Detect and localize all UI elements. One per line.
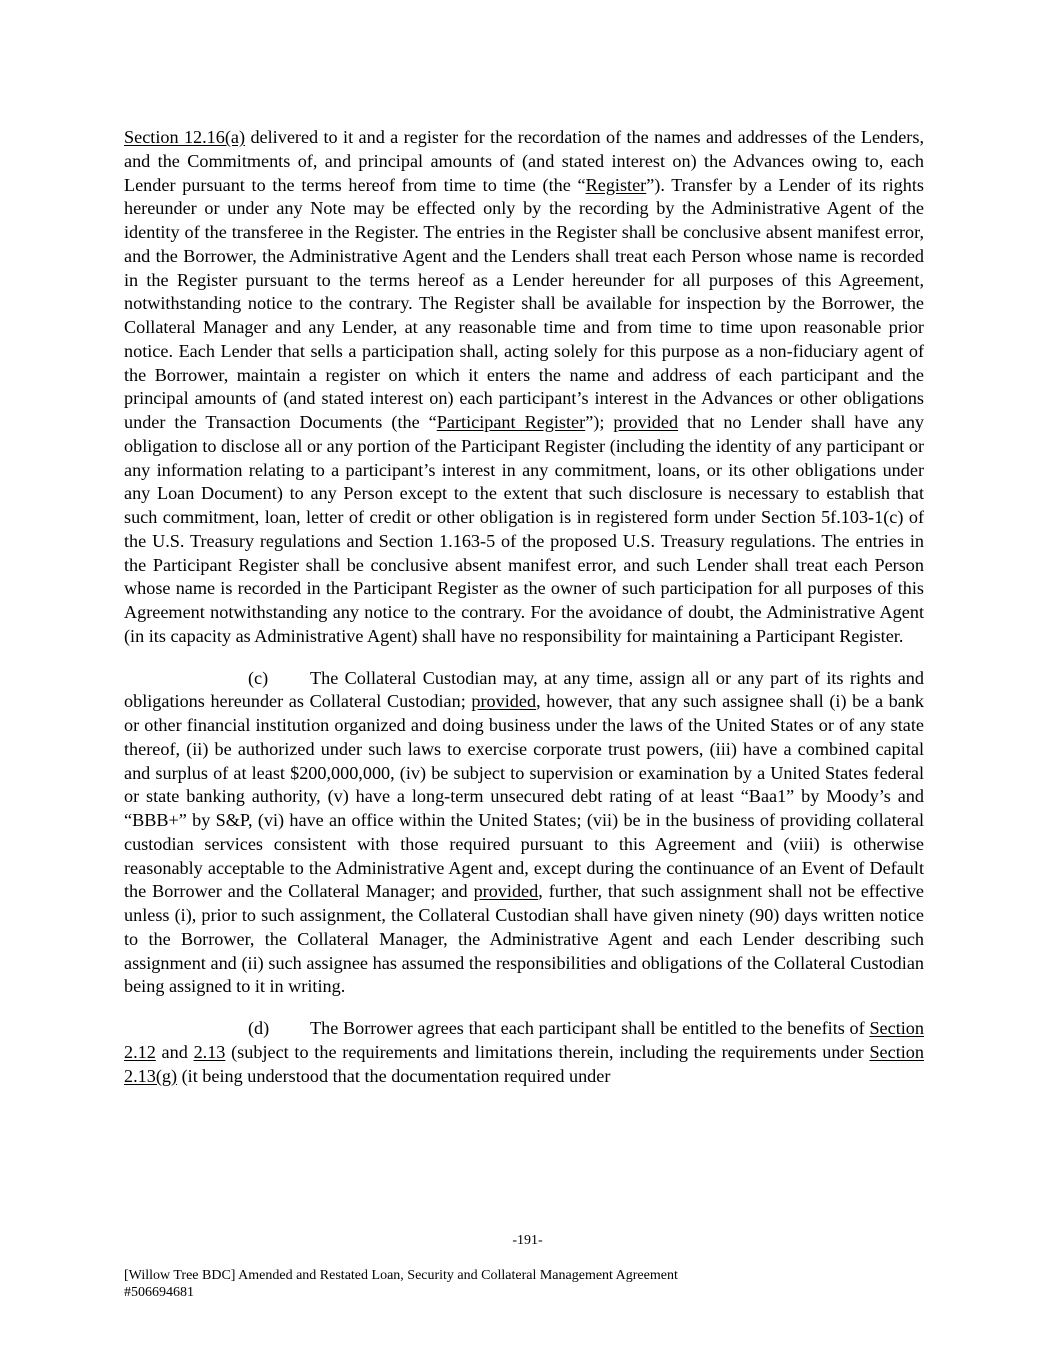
paragraph-d bbox=[124, 1017, 924, 1088]
defined-term: Register bbox=[585, 174, 647, 195]
footer-document-id: #506694681 bbox=[124, 1284, 194, 1300]
page-number: -191- bbox=[512, 1233, 543, 1248]
text-run: ”). Transfer by a Lender of its rights hereunder or under any Note may be effected only by the recording by the Administrative Agent of the identity of the transferee in the Register. The entries in the Register shall be conclusive absent manifest error, and the Borrower, the Administrative Agent and the Lenders shall treat each Person whose name is recorded in the Register pursuant to the terms hereof as a Lender hereunder for all purposes of this Agreement, notwithstanding notice to the contrary. The Register shall be available for inspection by the Borrower, the Collateral Manager and any Lender, at any reasonable time and from time to time upon reasonable prior notice. Each Lender that sells a participation shall, acting solely for this purpose as a non-fiduciary agent of the Borrower, maintain a register on which it enters the name and address of each participant and the principal amounts of (and stated interest on) each participant’s interest in the Advances or other obligations under the Transaction Documents (the “ bbox=[124, 174, 924, 432]
body-text bbox=[124, 126, 924, 1088]
text-run: The Collateral Custodian may, at any time, assign all or any part of its rights and obligations hereunder as Collateral Custodian; bbox=[124, 667, 924, 712]
page-footer bbox=[124, 1268, 944, 1301]
provided-term: provided bbox=[613, 412, 679, 432]
text-run: ”); bbox=[585, 412, 614, 432]
section-reference: Section 2.13(g) bbox=[124, 1041, 924, 1086]
text-run: and bbox=[155, 1041, 194, 1062]
text-run: (it being understood that the documentation required under bbox=[177, 1065, 611, 1086]
section-reference: 2.13 bbox=[193, 1041, 226, 1062]
paragraph-b-continued bbox=[124, 126, 924, 649]
provided-term: provided bbox=[473, 881, 539, 902]
paragraph-c bbox=[124, 667, 924, 1000]
defined-term: Participant Register bbox=[436, 412, 586, 432]
text-run: , further, that such assignment shall not be effective unless (i), prior to such assignment, the Collateral Custodian shall have given ninety (90) days written notice to the Borrower, the Collateral Manager, the Administrative Agent and each Lender describing such assignment and (ii) such assignee has assumed the responsibilities and obligations of the Collateral Custodian being assigned to it in writing. bbox=[124, 881, 924, 997]
text-run: that no Lender shall have any obligation to disclose all or any portion of the Participant Register (including the identity of any participant or any information relating to a participant’s interest in any commitment, loans, or its other obligations under any Loan Document) to any Person except to the extent that such disclosure is necessary to establish that such commitment, loan, letter of credit or other obligation is in registered form under Section 5f.103-1(c) of the U.S. Treasury regulations and Section 1.163-5 of the proposed U.S. Treasury regulations. The entries in the Participant Register shall be conclusive absent manifest error, and such Lender shall treat each Person whose name is recorded in the Participant Register as the owner of such participation for all purposes of this Agreement notwithstanding any notice to the contrary. For the avoidance of doubt, the Administrative Agent (in its capacity as Administrative Agent) shall have no responsibility for maintaining a Participant Register. bbox=[124, 412, 925, 646]
section-reference: Section 12.16(a) bbox=[124, 127, 246, 147]
section-reference: Section 2.12 bbox=[124, 1018, 924, 1062]
text-run: (subject to the requirements and limitations therein, including the requirements under bbox=[225, 1041, 870, 1062]
paragraph-marker: (c) bbox=[248, 667, 269, 688]
text-run: delivered to it and a register for the recordation of the names and addresses of the Lenders, and the Commitments of, and principal amounts of (and stated interest on) the Advances owing to, each Lender pursuant to the terms hereof from time to time (the “ bbox=[124, 127, 924, 195]
paragraph-marker: (d) bbox=[248, 1018, 270, 1038]
footer-document-title: [Willow Tree BDC] Amended and Restated Loan, Security and Collateral Management Agreement bbox=[124, 1268, 678, 1283]
text-run: The Borrower agrees that each participant shall be entitled to the benefits of bbox=[310, 1018, 870, 1038]
provided-term: provided bbox=[471, 691, 537, 712]
text-run: , however, that any such assignee shall (i) be a bank or other financial institution organized and doing business under the laws of the United States or of any state thereof, (ii) be authorized under such laws to exercise corporate trust powers, (iii) have a combined capital and surplus of at least $200,000,000, (iv) be subject to supervision or examination by a United States federal or state banking authority, (v) have a long-term unsecured debt rating of at least “Baa1” by Moody’s and “BBB+” by S&P, (vi) have an office within the United States; (vii) be in the business of providing collateral custodian services consistent with those required pursuant to this Agreement and (viii) is otherwise reasonably acceptable to the Administrative Agent and, except during the continuance of an Event of Default the Borrower and the Collateral Manager; and bbox=[124, 691, 925, 902]
